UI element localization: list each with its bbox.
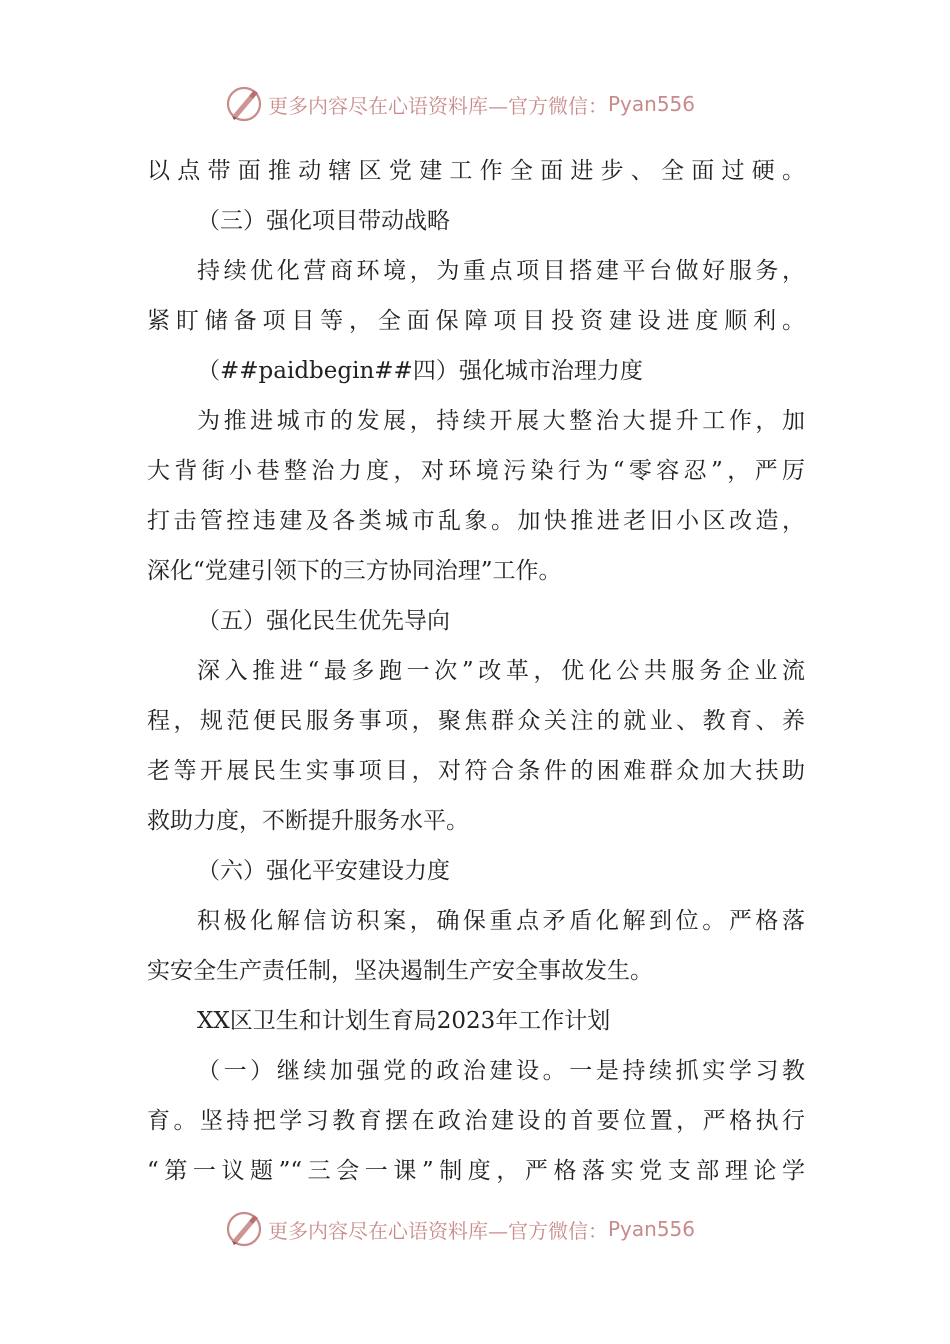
section-heading: （六）强化平安建设力度 xyxy=(197,858,450,884)
pen-logo-icon xyxy=(224,84,264,124)
section-heading: （三）强化项目带动战略 xyxy=(197,208,450,234)
text-line: 救助力度，不断提升服务水平。 xyxy=(147,808,469,834)
watermark-banner-top xyxy=(224,84,695,124)
watermark-banner-bottom xyxy=(224,1209,695,1249)
pen-logo-icon xyxy=(224,1209,264,1249)
text-line: 程，规范便民服务事项，聚焦群众关注的就业、教育、养 xyxy=(147,708,805,734)
text-line: “第一议题”“三会一课”制度，严格落实党支部理论学 xyxy=(147,1158,805,1184)
section-heading: （五）强化民生优先导向 xyxy=(197,608,450,634)
watermark-text: 更多内容尽在心语资料库—官方微信： xyxy=(268,1218,608,1243)
text-line: 为推进城市的发展，持续开展大整治大提升工作，加 xyxy=(197,408,805,434)
document-title: XX区卫生和计划生育局2023年工作计划 xyxy=(197,1008,611,1034)
text-line: （一）继续加强党的政治建设。一是持续抓实学习教 xyxy=(197,1058,805,1084)
text-line: 积极化解信访积案，确保重点矛盾化解到位。严格落 xyxy=(197,908,805,934)
watermark-wechat-id: Pyan556 xyxy=(608,1217,696,1241)
section-heading: （##paidbegin##四）强化城市治理力度 xyxy=(197,358,643,384)
text-line: 实安全生产责任制，坚决遏制生产安全事故发生。 xyxy=(147,958,653,984)
text-line: 老等开展民生实事项目，对符合条件的困难群众加大扶助 xyxy=(147,758,805,784)
text-line: 大背街小巷整治力度，对环境污染行为“零容忍”，严厉 xyxy=(147,458,805,484)
text-line: 育。坚持把学习教育摆在政治建设的首要位置，严格执行 xyxy=(147,1108,805,1134)
document-body xyxy=(147,146,805,1196)
text-line: 紧盯储备项目等，全面保障项目投资建设进度顺利。 xyxy=(147,308,805,334)
watermark-wechat-id: Pyan556 xyxy=(608,92,696,116)
text-line: 以点带面推动辖区党建工作全面进步、全面过硬。 xyxy=(147,158,805,184)
text-line: 持续优化营商环境，为重点项目搭建平台做好服务， xyxy=(197,258,805,284)
text-line: 打击管控违建及各类城市乱象。加快推进老旧小区改造， xyxy=(147,508,805,534)
watermark-text: 更多内容尽在心语资料库—官方微信： xyxy=(268,93,608,118)
text-line: 深入推进“最多跑一次”改革，优化公共服务企业流 xyxy=(197,658,805,684)
text-line: 深化“党建引领下的三方协同治理”工作。 xyxy=(147,558,562,584)
